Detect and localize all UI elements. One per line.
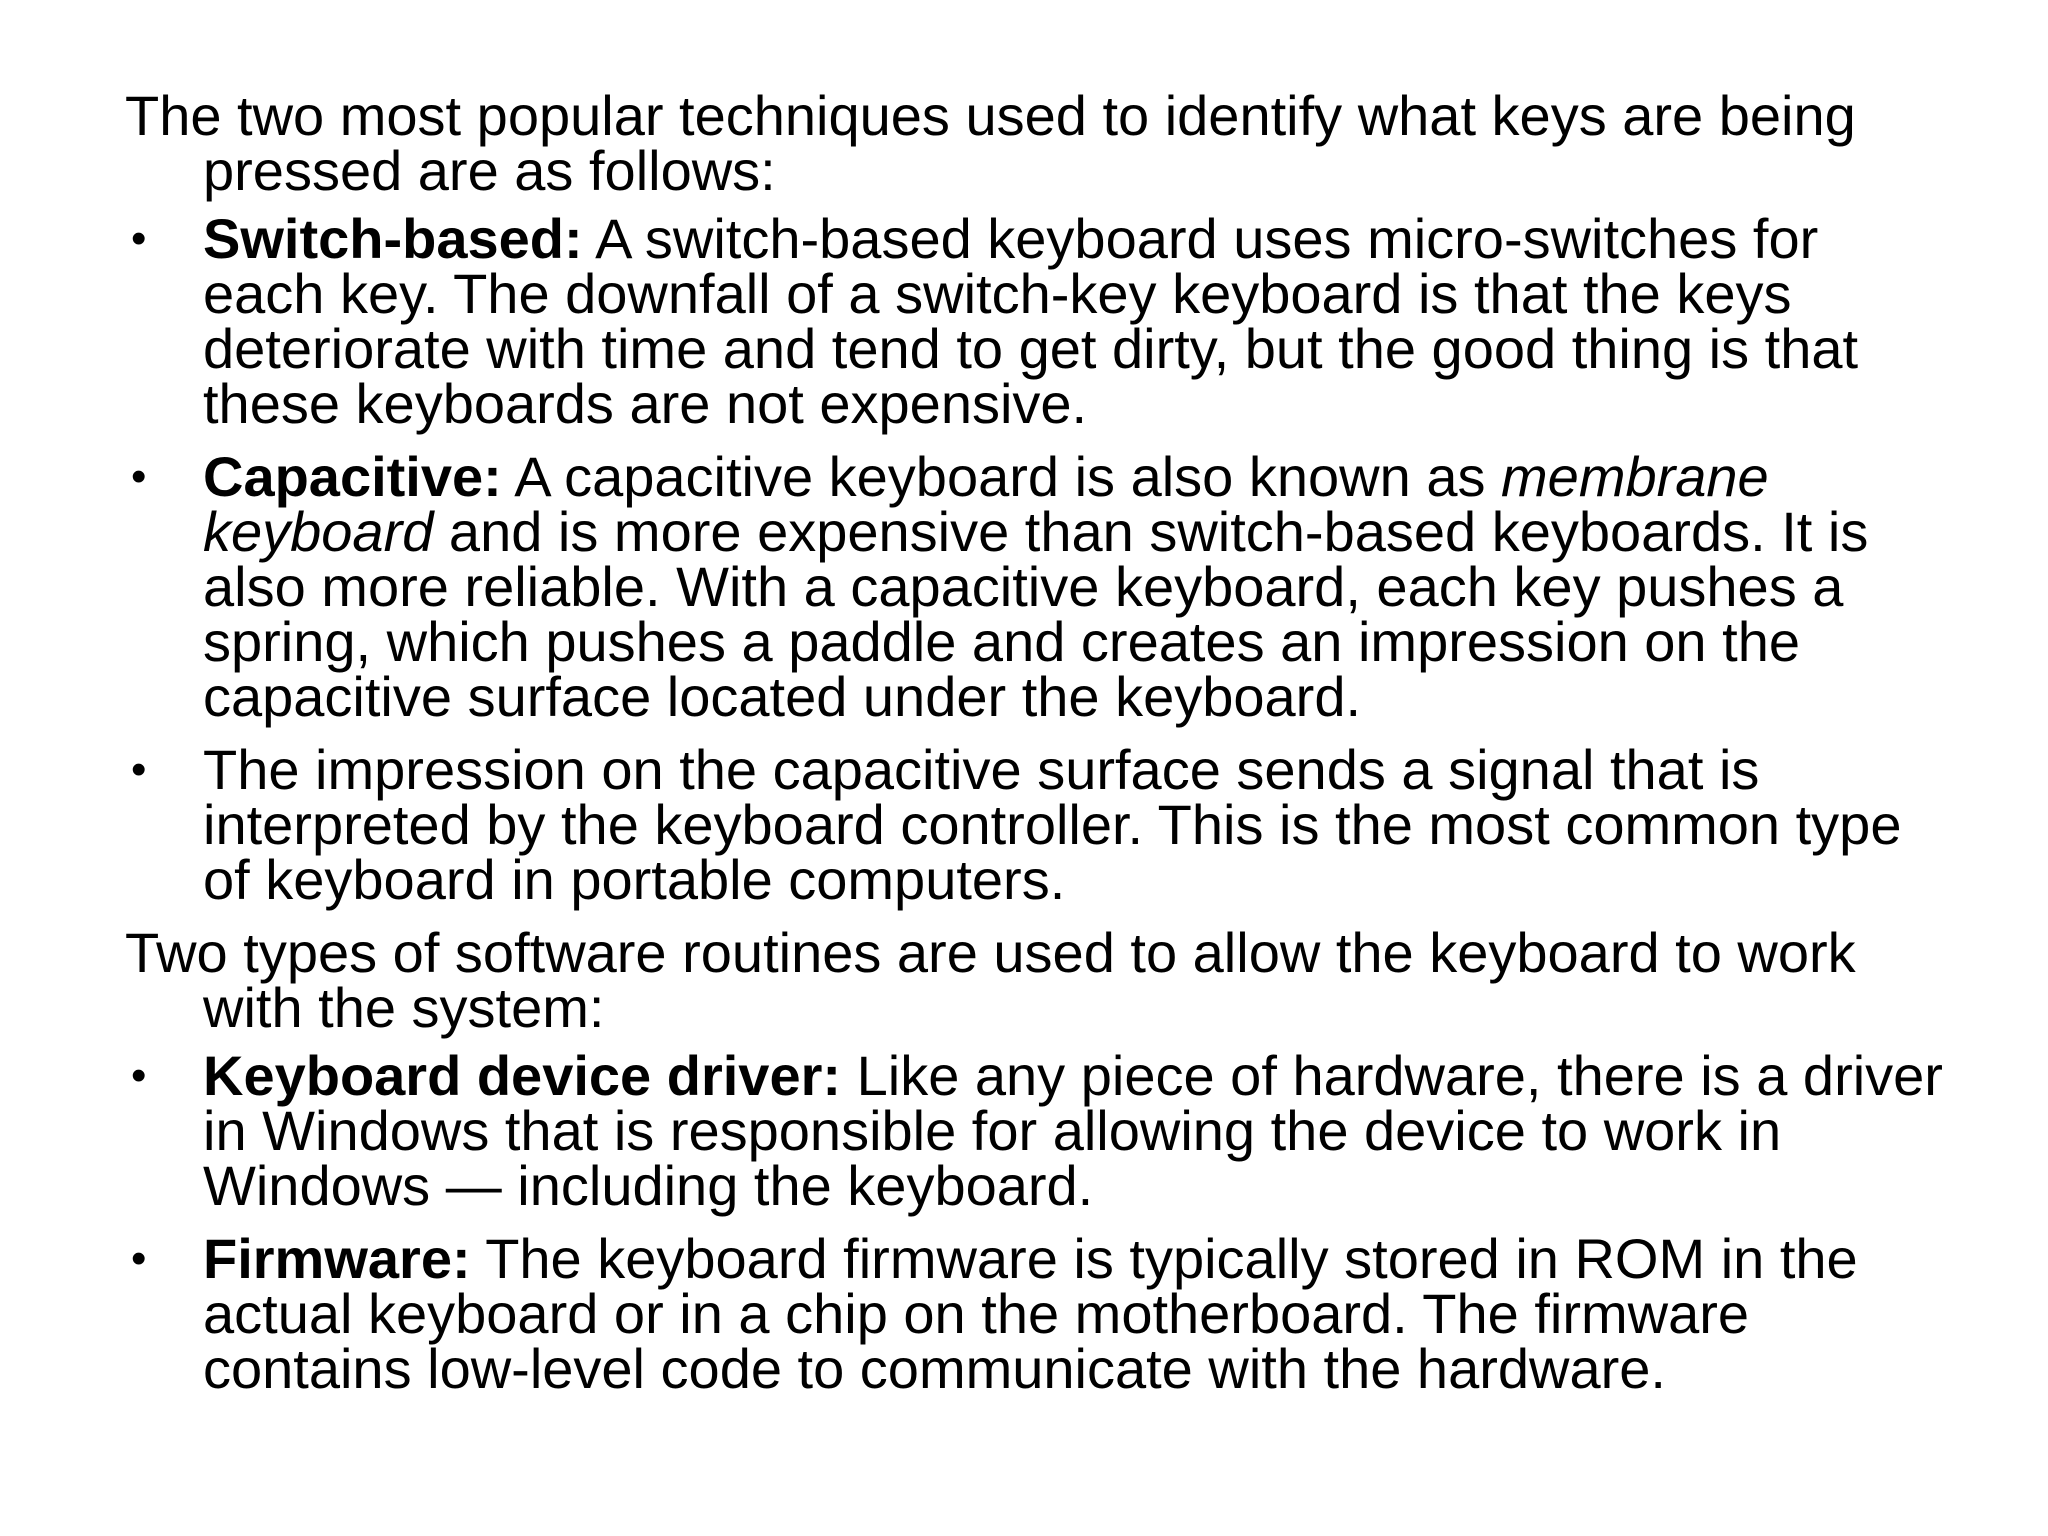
membrane-keyboard-term: membrane keyboard — [203, 445, 1769, 563]
switch-based-description: A switch-based keyboard uses micro-switches for each key. The downfall of a switch-key keyboard is that the keys deteriorate with time and tend to get dirty, but the good thing is that these keyboards are not expensive. — [203, 207, 1859, 435]
bullet-capacitive-impression — [125, 738, 1945, 911]
driver-description: Like any piece of hardware, there is a driver in Windows that is responsible for allowing the device to work in Windows — including the keyboard. — [203, 1044, 1943, 1217]
intro-paragraph-key-techniques: The two most popular techniques used to identify what keys are being pressed are as follows: — [125, 84, 1856, 202]
bullet-marker: • — [131, 1234, 147, 1283]
bullet-keyboard-device-driver — [125, 1044, 1945, 1217]
impression-description: The impression on the capacitive surface sends a signal that is interpreted by the keyboard controller. This is the most common type of keyboard in portable computers. — [203, 738, 1902, 911]
capacitive-description-end: and is more expensive than switch-based keyboards. It is also more reliable. With a capacitive keyboard, each key pushes a spring, which pushes a paddle and creates an impression on the capacitive surface located under the keyboard. — [203, 500, 1869, 728]
firmware-description: The keyboard firmware is typically stored in ROM in the actual keyboard or in a chip on the motherboard. The firmware contains low-level code to communicate with the hardware. — [203, 1227, 1858, 1400]
bullet-marker: • — [131, 745, 147, 794]
bullet-marker: • — [131, 452, 147, 501]
capacitive-description-start: A capacitive keyboard is also known as — [501, 445, 1502, 508]
term-keyboard-device-driver: Keyboard device driver: — [203, 1044, 842, 1107]
bullet-marker: • — [131, 214, 147, 263]
term-capacitive: Capacitive: — [203, 445, 502, 508]
bullet-firmware — [125, 1227, 1945, 1400]
bullet-marker: • — [131, 1051, 147, 1100]
bullet-switch-based — [125, 207, 1945, 435]
intro-paragraph-software-routines: Two types of software routines are used to allow the keyboard to work with the system: — [125, 921, 1856, 1039]
bullet-capacitive — [125, 445, 1945, 728]
term-switch-based: Switch-based: — [203, 207, 583, 270]
term-firmware: Firmware: — [203, 1227, 471, 1290]
slide-content — [125, 84, 1945, 1400]
